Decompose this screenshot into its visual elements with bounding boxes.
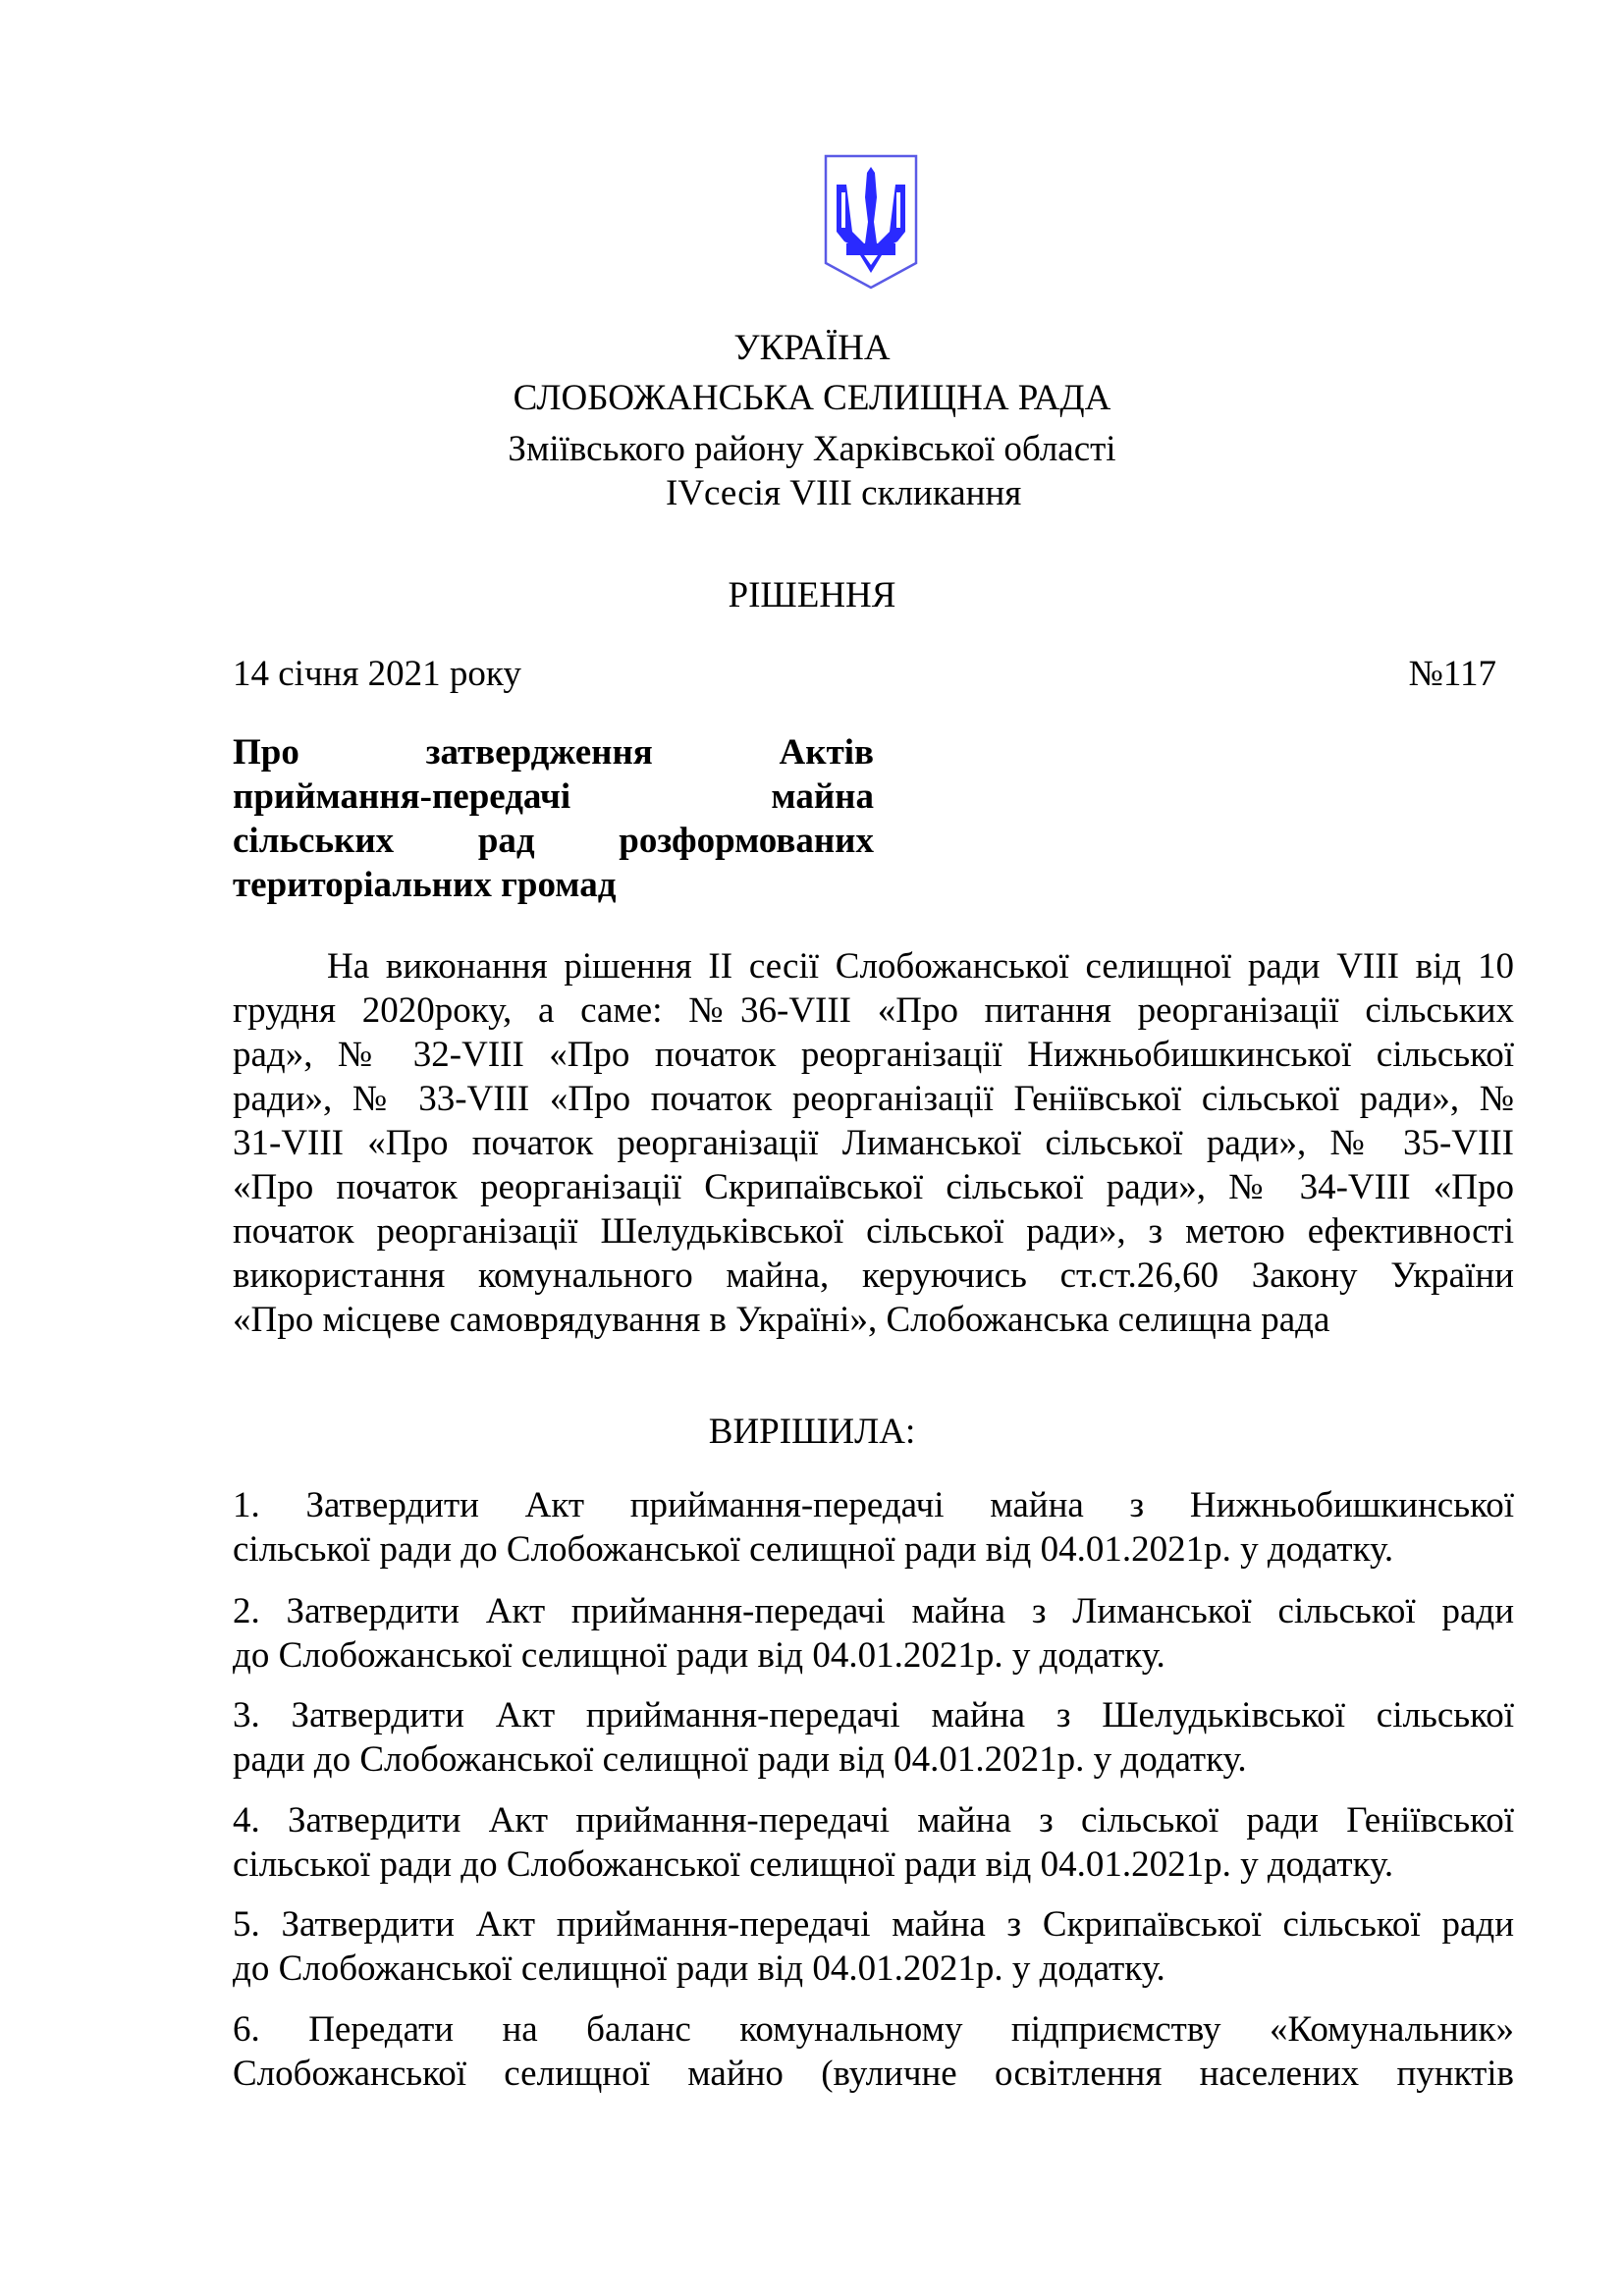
- decision-item-1: [233, 1483, 1514, 1572]
- item-line: Слобожанської селищної майно (вуличне освітлення населених пунктів: [233, 2054, 1514, 2094]
- item-line: 5. Затвердити Акт приймання-передачі майна з Скрипаївської сільської ради: [233, 1904, 1514, 1945]
- document-type: РІШЕННЯ: [728, 575, 896, 615]
- preamble-line: 31-VIII «Про початок реорганізації Лиманської сільської ради», № 35-VIII: [233, 1123, 1514, 1163]
- coat-of-arms-emblem: [823, 153, 919, 291]
- item-line: 3. Затвердити Акт приймання-передачі майна з Шелудьківської сільської: [233, 1695, 1514, 1735]
- item-line: 1. Затвердити Акт приймання-передачі майна з Нижньобишкинської: [233, 1485, 1514, 1525]
- preamble-line: ради», № 33-VIII «Про початок реорганізації Геніївської сільської ради», №: [233, 1079, 1514, 1119]
- preamble-line: грудня 2020року, а саме: №36-VIII «Про питання реорганізації сільських: [233, 990, 1514, 1031]
- item-line: 4. Затвердити Акт приймання-передачі майна з сільської ради Геніївської: [233, 1800, 1514, 1841]
- preamble-line: використання комунального майна, керуючись ст.ст.26,60 Закону України: [233, 1255, 1514, 1296]
- item-line: 2. Затвердити Акт приймання-передачі майна з Лиманської сільської ради: [233, 1591, 1514, 1631]
- session-info: IVсесія VIII скликання: [666, 473, 1022, 513]
- document-number: №117: [1408, 654, 1496, 694]
- preamble-line: «Про початок реорганізації Скрипаївської сільської ради», № 34-VIII «Про: [233, 1167, 1514, 1207]
- title-line: Про затвердження Актів: [233, 732, 874, 773]
- district-name: Зміївського району Харківської області: [508, 429, 1116, 469]
- document-date: 14 січня 2021 року: [233, 654, 521, 694]
- title-line: територіальних громад: [233, 865, 617, 905]
- country-name: УКРАЇНА: [733, 328, 891, 368]
- item-line: сільської ради до Слобожанської селищної ради від 04.01.2021р. у додатку.: [233, 1844, 1394, 1885]
- item-line: 6. Передати на баланс комунальному підприємству «Комунальник»: [233, 2009, 1514, 2050]
- decision-title: [233, 730, 874, 907]
- decision-item-4: [233, 1798, 1514, 1887]
- title-line: сільських рад розформованих: [233, 821, 874, 861]
- preamble-line: початок реорганізації Шелудьківської сільської ради», з метою ефективності: [233, 1211, 1514, 1252]
- decision-item-3: [233, 1693, 1514, 1782]
- title-line: приймання-передачі майна: [233, 776, 874, 817]
- decision-item-6: [233, 2007, 1514, 2096]
- preamble-line: «Про місцеве самоврядування в Україні», Слобожанська селищна рада: [233, 1300, 1330, 1340]
- item-line: до Слобожанської селищної ради від 04.01.2021р. у додатку.: [233, 1635, 1165, 1676]
- item-line: сільської ради до Слобожанської селищної ради від 04.01.2021р. у додатку.: [233, 1529, 1394, 1570]
- preamble-line: рад», № 32-VIII «Про початок реорганізації Нижньобишкинської сільської: [233, 1035, 1514, 1075]
- item-line: до Слобожанської селищної ради від 04.01.2021р. у додатку.: [233, 1949, 1165, 1989]
- council-name: СЛОБОЖАНСЬКА СЕЛИЩНА РАДА: [513, 378, 1111, 418]
- decision-item-2: [233, 1589, 1514, 1678]
- decision-item-5: [233, 1902, 1514, 1991]
- preamble-line: На виконання рішення II сесії Слобожанської селищної ради VIII від 10: [327, 946, 1514, 987]
- item-line: ради до Слобожанської селищної ради від 04.01.2021р. у додатку.: [233, 1739, 1247, 1780]
- preamble-paragraph: [233, 944, 1514, 1342]
- resolved-heading: ВИРІШИЛА:: [708, 1412, 916, 1452]
